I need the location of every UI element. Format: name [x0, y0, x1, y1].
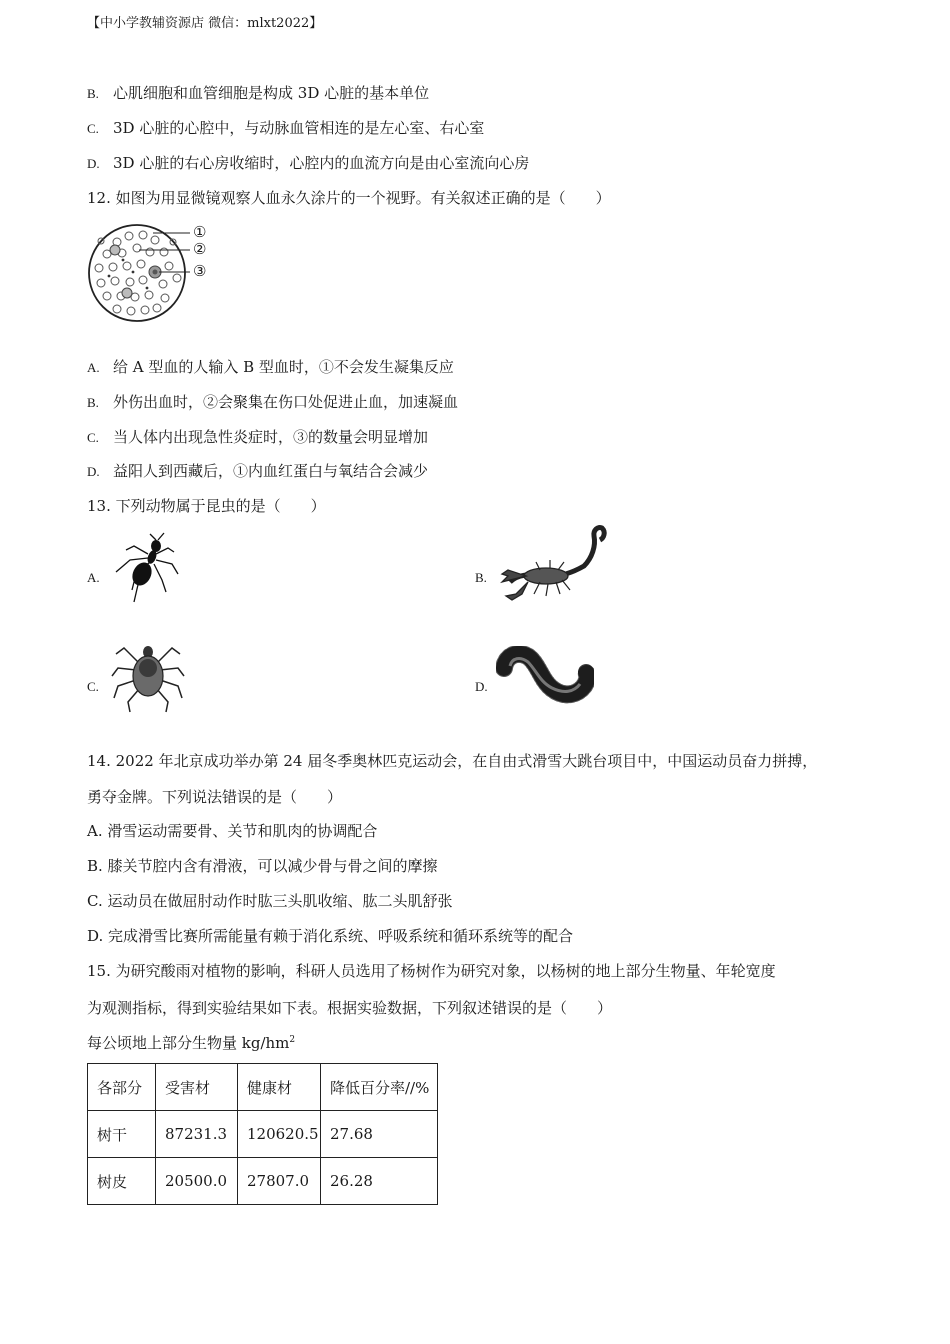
table-cell: 树皮: [88, 1158, 156, 1205]
option-label: B.: [87, 395, 99, 410]
table-cell: 26.28: [321, 1158, 438, 1205]
table-cell: 27807.0: [238, 1158, 321, 1205]
table-cell: 树干: [88, 1111, 156, 1158]
option-label: C.: [87, 430, 99, 445]
option-label: B.: [87, 86, 99, 101]
q15-stem-line2: 为观测指标，得到实验结果如下表。根据实验数据，下列叙述错误的是（ ）: [87, 999, 613, 1017]
q13-option-b-label: B.: [475, 570, 487, 585]
page-header: 【中小学教辅资源店 微信：mlxt2022】: [87, 16, 323, 31]
centipede-icon: [496, 646, 594, 714]
q15-stem-line1: 15. 为研究酸雨对植物的影响，科研人员选用了杨树作为研究对象，以杨树的地上部分生物量、年轮宽度: [87, 962, 776, 980]
q11-option-b: [87, 82, 429, 103]
table-cell: 120620.5: [238, 1111, 321, 1158]
q14-option-a: A. 滑雪运动需要骨、关节和肌肉的协调配合: [87, 822, 378, 840]
option-text: 3D 心脏的右心房收缩时，心腔内的血流方向是由心室流向心房: [113, 154, 530, 172]
table-header-row: [88, 1064, 438, 1111]
q14-stem-line1: 14. 2022 年北京成功举办第 24 届冬季奥林匹克运动会，在自由式滑雪大跳台项目中，中国运动员奋力拼搏，: [87, 752, 818, 770]
q13-option-c-label: C.: [87, 679, 99, 694]
option-text: 给 A 型血的人输入 B 型血时，①不会发生凝集反应: [113, 358, 454, 376]
table-header-cell: 受害材: [156, 1064, 238, 1111]
option-text: 心肌细胞和血管细胞是构成 3D 心脏的基本单位: [113, 84, 430, 102]
q12-option-d: [87, 460, 428, 481]
q14-option-d: D. 完成滑雪比赛所需能量有赖于消化系统、呼吸系统和循环系统等的配合: [87, 927, 574, 945]
table-cell: 87231.3: [156, 1111, 238, 1158]
q12-option-c: [87, 426, 428, 447]
table-row: [88, 1111, 438, 1158]
table-header-cell: 健康材: [238, 1064, 321, 1111]
q11-option-d: [87, 152, 529, 173]
caption-superscript: 2: [289, 1035, 296, 1045]
q14-option-b: B. 膝关节腔内含有滑液，可以减少骨与骨之间的摩擦: [87, 857, 438, 875]
q13-stem: 13. 下列动物属于昆虫的是（ ）: [87, 497, 326, 515]
q13-option-d-label: D.: [475, 679, 488, 694]
option-text: 外伤出血时，②会聚集在伤口处促进止血，加速凝血: [113, 393, 459, 411]
option-text: 益阳人到西藏后，①内血红蛋白与氧结合会减少: [113, 462, 429, 480]
table-header-cell: 降低百分率//%: [321, 1064, 438, 1111]
q14-option-c: C. 运动员在做屈肘动作时肱三头肌收缩、肱二头肌舒张: [87, 892, 453, 910]
option-text: 当人体内出现急性炎症时，③的数量会明显增加: [113, 428, 429, 446]
q11-option-c: [87, 117, 484, 138]
q12-option-b: [87, 391, 458, 412]
option-text: 3D 心脏的心腔中，与动脉血管相连的是左心室、右心室: [113, 119, 485, 137]
q13-option-a-label: A.: [87, 570, 100, 585]
table-cell: 27.68: [321, 1111, 438, 1158]
biomass-table: [87, 1063, 438, 1205]
q12-option-a: [87, 356, 454, 377]
table-caption: 每公顷地上部分生物量 $kg/hm^2$: [87, 1034, 296, 1052]
q12-stem: 12. 如图为用显微镜观察人血永久涂片的一个视野。有关叙述正确的是（ ）: [87, 189, 611, 207]
figure-label-1: ①: [193, 223, 207, 241]
option-label: C.: [87, 121, 99, 136]
ant-icon: [112, 530, 180, 604]
option-label: D.: [87, 464, 100, 479]
q14-stem-line2: 勇夺金牌。下列说法错误的是（ ）: [87, 788, 343, 806]
option-label: D.: [87, 156, 100, 171]
scorpion-icon: [500, 524, 608, 604]
table-header-cell: 各部分: [88, 1064, 156, 1111]
table-row: [88, 1158, 438, 1205]
figure-label-3: ③: [193, 262, 207, 280]
table-cell: 20500.0: [156, 1158, 238, 1205]
option-label: A.: [87, 360, 100, 375]
figure-label-2: ②: [193, 240, 207, 258]
tick-icon: [110, 636, 186, 714]
